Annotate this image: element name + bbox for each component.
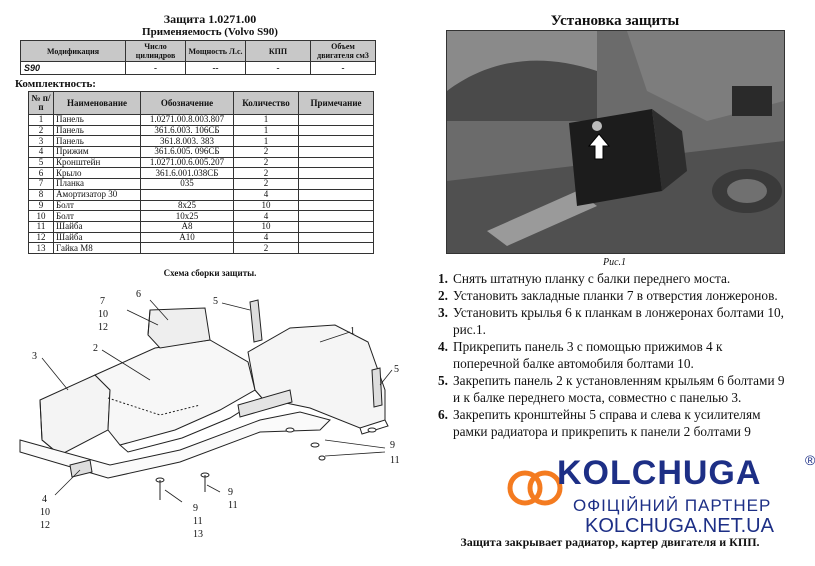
col-header: Наименование xyxy=(54,92,141,115)
step-text: Закрепить панель 2 к установленням крыльям 6 болтами 9 и к балке переднего моста, совместно с панелью 3. xyxy=(453,373,785,405)
table-cell xyxy=(299,211,374,222)
logo-url: KOLCHUGA.NET.UA xyxy=(585,515,774,537)
callout-4: 4 xyxy=(42,494,47,505)
step-number: 2. xyxy=(438,288,448,303)
table-cell: 2 xyxy=(234,147,299,158)
table-cell: 4 xyxy=(234,211,299,222)
table-cell: 361.6.005. 096СБ xyxy=(141,147,234,158)
table-cell xyxy=(299,168,374,179)
assembly-diagram xyxy=(0,280,420,566)
bracket-plate xyxy=(569,109,662,206)
col-header: Примечание xyxy=(299,92,374,115)
table-cell xyxy=(141,243,234,254)
photo-illustration xyxy=(447,31,784,253)
table-cell: Крыло xyxy=(54,168,141,179)
table-row xyxy=(29,211,374,222)
table-cell: 10 xyxy=(29,211,54,222)
table-cell xyxy=(299,179,374,190)
step-item xyxy=(438,406,788,440)
table-cell xyxy=(299,157,374,168)
col-header: Мощность Л.с. xyxy=(186,41,246,62)
logo-subtitle: ОФІЦІЙНИЙ ПАРТНЕР xyxy=(573,496,772,515)
step-item xyxy=(438,287,788,304)
col-header: Модификация xyxy=(21,41,126,62)
doc-title: Защита 1.0271.00 xyxy=(163,12,257,26)
komplektnost-heading: Комплектность: xyxy=(15,78,96,90)
bolt-set xyxy=(156,428,376,500)
table-cell xyxy=(299,232,374,243)
col-header: КПП xyxy=(246,41,311,62)
callout-3: 3 xyxy=(32,351,37,362)
col-header: Обозначение xyxy=(141,92,234,115)
step-text: Установить крылья 6 к планкам в лонжеронах болтами 10, рис.1. xyxy=(453,305,784,337)
footer-note: Защита закрывает радиатор, картер двигателя и КПП. xyxy=(460,535,760,549)
table-cell: 2 xyxy=(29,125,54,136)
callout-6: 6 xyxy=(136,289,141,300)
table-cell: 1.0271.00.6.005.207 xyxy=(141,157,234,168)
table-cell: 4 xyxy=(234,189,299,200)
table-row xyxy=(29,136,374,147)
table-cell: -- xyxy=(186,62,246,75)
table-cell: S90 xyxy=(21,62,126,75)
table-row xyxy=(29,157,374,168)
step-text: Снять штатную планку с балки переднего моста. xyxy=(453,271,731,286)
panel-2-shape xyxy=(95,340,255,445)
table-cell: 10х25 xyxy=(141,211,234,222)
callout-11: 11 xyxy=(228,500,238,511)
table-cell: 8 xyxy=(29,189,54,200)
table-cell: 8х25 xyxy=(141,200,234,211)
table-cell: 1 xyxy=(234,115,299,126)
table-row xyxy=(29,189,374,200)
table-cell: Панель xyxy=(54,115,141,126)
table-cell: 2 xyxy=(234,179,299,190)
kolchuga-logo xyxy=(505,452,815,542)
step-number: 6. xyxy=(438,407,448,422)
table-cell xyxy=(299,221,374,232)
step-item xyxy=(438,372,788,406)
install-title: Установка защиты xyxy=(550,13,680,29)
step-number: 1. xyxy=(438,271,448,286)
table-cell: 4 xyxy=(29,147,54,158)
step-number: 4. xyxy=(438,339,448,354)
col-header: Число цилиндров xyxy=(126,41,186,62)
parts-table xyxy=(28,91,374,254)
table-cell: 361.8.003. 383 xyxy=(141,136,234,147)
table-cell xyxy=(299,115,374,126)
table-row xyxy=(29,125,374,136)
table-cell xyxy=(141,189,234,200)
step-text: Прикрепить панель 3 с помощью прижимов 4 к поперечной балке автомобиля болтами 10. xyxy=(453,339,723,371)
callout-11: 11 xyxy=(193,516,203,527)
table-cell: Шайба xyxy=(54,221,141,232)
step-item xyxy=(438,338,788,372)
table-cell xyxy=(299,200,374,211)
col-header: № п/п xyxy=(29,92,54,115)
table-cell: Панель xyxy=(54,136,141,147)
table-row xyxy=(29,115,374,126)
table-cell: Амортизатор 30 xyxy=(54,189,141,200)
callout-11: 11 xyxy=(390,455,400,466)
callout-9: 9 xyxy=(193,503,198,514)
table-cell xyxy=(299,243,374,254)
callout-5: 5 xyxy=(394,364,399,375)
table-cell: 2 xyxy=(234,243,299,254)
callout-10: 10 xyxy=(98,309,108,320)
step-number: 5. xyxy=(438,373,448,388)
table-cell: Болт xyxy=(54,211,141,222)
table-row xyxy=(29,147,374,158)
table-cell: Кронштейн xyxy=(54,157,141,168)
table-cell: Прижим xyxy=(54,147,141,158)
table-cell: 2 xyxy=(234,168,299,179)
step-number: 3. xyxy=(438,305,448,320)
table-cell: - xyxy=(311,62,376,75)
applicability-table xyxy=(20,40,376,75)
table-row xyxy=(29,232,374,243)
table-row xyxy=(29,179,374,190)
install-steps xyxy=(438,270,788,440)
table-cell: 1.0271.00.8.003.807 xyxy=(141,115,234,126)
table-cell: 3 xyxy=(29,136,54,147)
table-cell xyxy=(299,136,374,147)
table-cell: 10 xyxy=(234,200,299,211)
table-cell: Шайба xyxy=(54,232,141,243)
col-header: Объем двигателя см3 xyxy=(311,41,376,62)
table-cell: А8 xyxy=(141,221,234,232)
panel-3-shape xyxy=(40,375,110,455)
step-item xyxy=(438,270,788,287)
table-cell: 1 xyxy=(234,125,299,136)
table-cell: А10 xyxy=(141,232,234,243)
table-cell: - xyxy=(126,62,186,75)
step-text: Закрепить кронштейны 5 справа и слева к усилителям рамки радиатора и прикрепить к панели 2 болтами 9 xyxy=(453,407,761,439)
bracket-5-right xyxy=(372,368,382,407)
table-row xyxy=(29,243,374,254)
callout-12: 12 xyxy=(98,322,108,333)
parts-table-body xyxy=(29,115,374,254)
logo-registered-mark: ® xyxy=(805,452,815,468)
table-cell: 361.6.003. 106СБ xyxy=(141,125,234,136)
table-cell: 10 xyxy=(234,221,299,232)
callout-9: 9 xyxy=(390,440,395,451)
table-cell: 13 xyxy=(29,243,54,254)
callout-13: 13 xyxy=(193,529,203,540)
bracket-5-top xyxy=(250,300,262,342)
table-row xyxy=(29,200,374,211)
callout-9: 9 xyxy=(228,487,233,498)
table-cell: Панель xyxy=(54,125,141,136)
table-cell: 2 xyxy=(234,157,299,168)
table-cell: 9 xyxy=(29,200,54,211)
table-cell: Болт xyxy=(54,200,141,211)
table-cell: 7 xyxy=(29,179,54,190)
step-item xyxy=(438,304,788,338)
logo-name: KOLCHUGA xyxy=(557,454,762,492)
table-cell: - xyxy=(246,62,311,75)
panel-1-shape xyxy=(248,325,385,428)
table-cell: 361.6.001.038СБ xyxy=(141,168,234,179)
applicability-title: Применяемость (Volvo S90) xyxy=(142,26,278,38)
table-cell xyxy=(299,147,374,158)
figure-caption: Рис.1 xyxy=(602,257,627,268)
callout-7: 7 xyxy=(100,296,105,307)
table-cell: 035 xyxy=(141,179,234,190)
table-cell: Гайка М8 xyxy=(54,243,141,254)
table-row xyxy=(29,168,374,179)
table-cell: 12 xyxy=(29,232,54,243)
col-header: Количество xyxy=(234,92,299,115)
installation-photo xyxy=(446,30,785,254)
table-cell xyxy=(299,189,374,200)
table-cell xyxy=(299,125,374,136)
callout-2: 2 xyxy=(93,343,98,354)
callout-1: 1 xyxy=(350,326,355,337)
step-text: Установить закладные планки 7 в отверстия лонжеронов. xyxy=(453,288,778,303)
table-cell: 1 xyxy=(29,115,54,126)
table-cell: 4 xyxy=(234,232,299,243)
table-cell: 1 xyxy=(234,136,299,147)
table-cell: 6 xyxy=(29,168,54,179)
table-cell: Планка xyxy=(54,179,141,190)
table-cell: 11 xyxy=(29,221,54,232)
callout-12: 12 xyxy=(40,520,50,531)
callout-10: 10 xyxy=(40,507,50,518)
table-row xyxy=(29,221,374,232)
scheme-title: Схема сборки защиты. xyxy=(163,268,257,278)
table-cell: 5 xyxy=(29,157,54,168)
callout-5: 5 xyxy=(213,296,218,307)
